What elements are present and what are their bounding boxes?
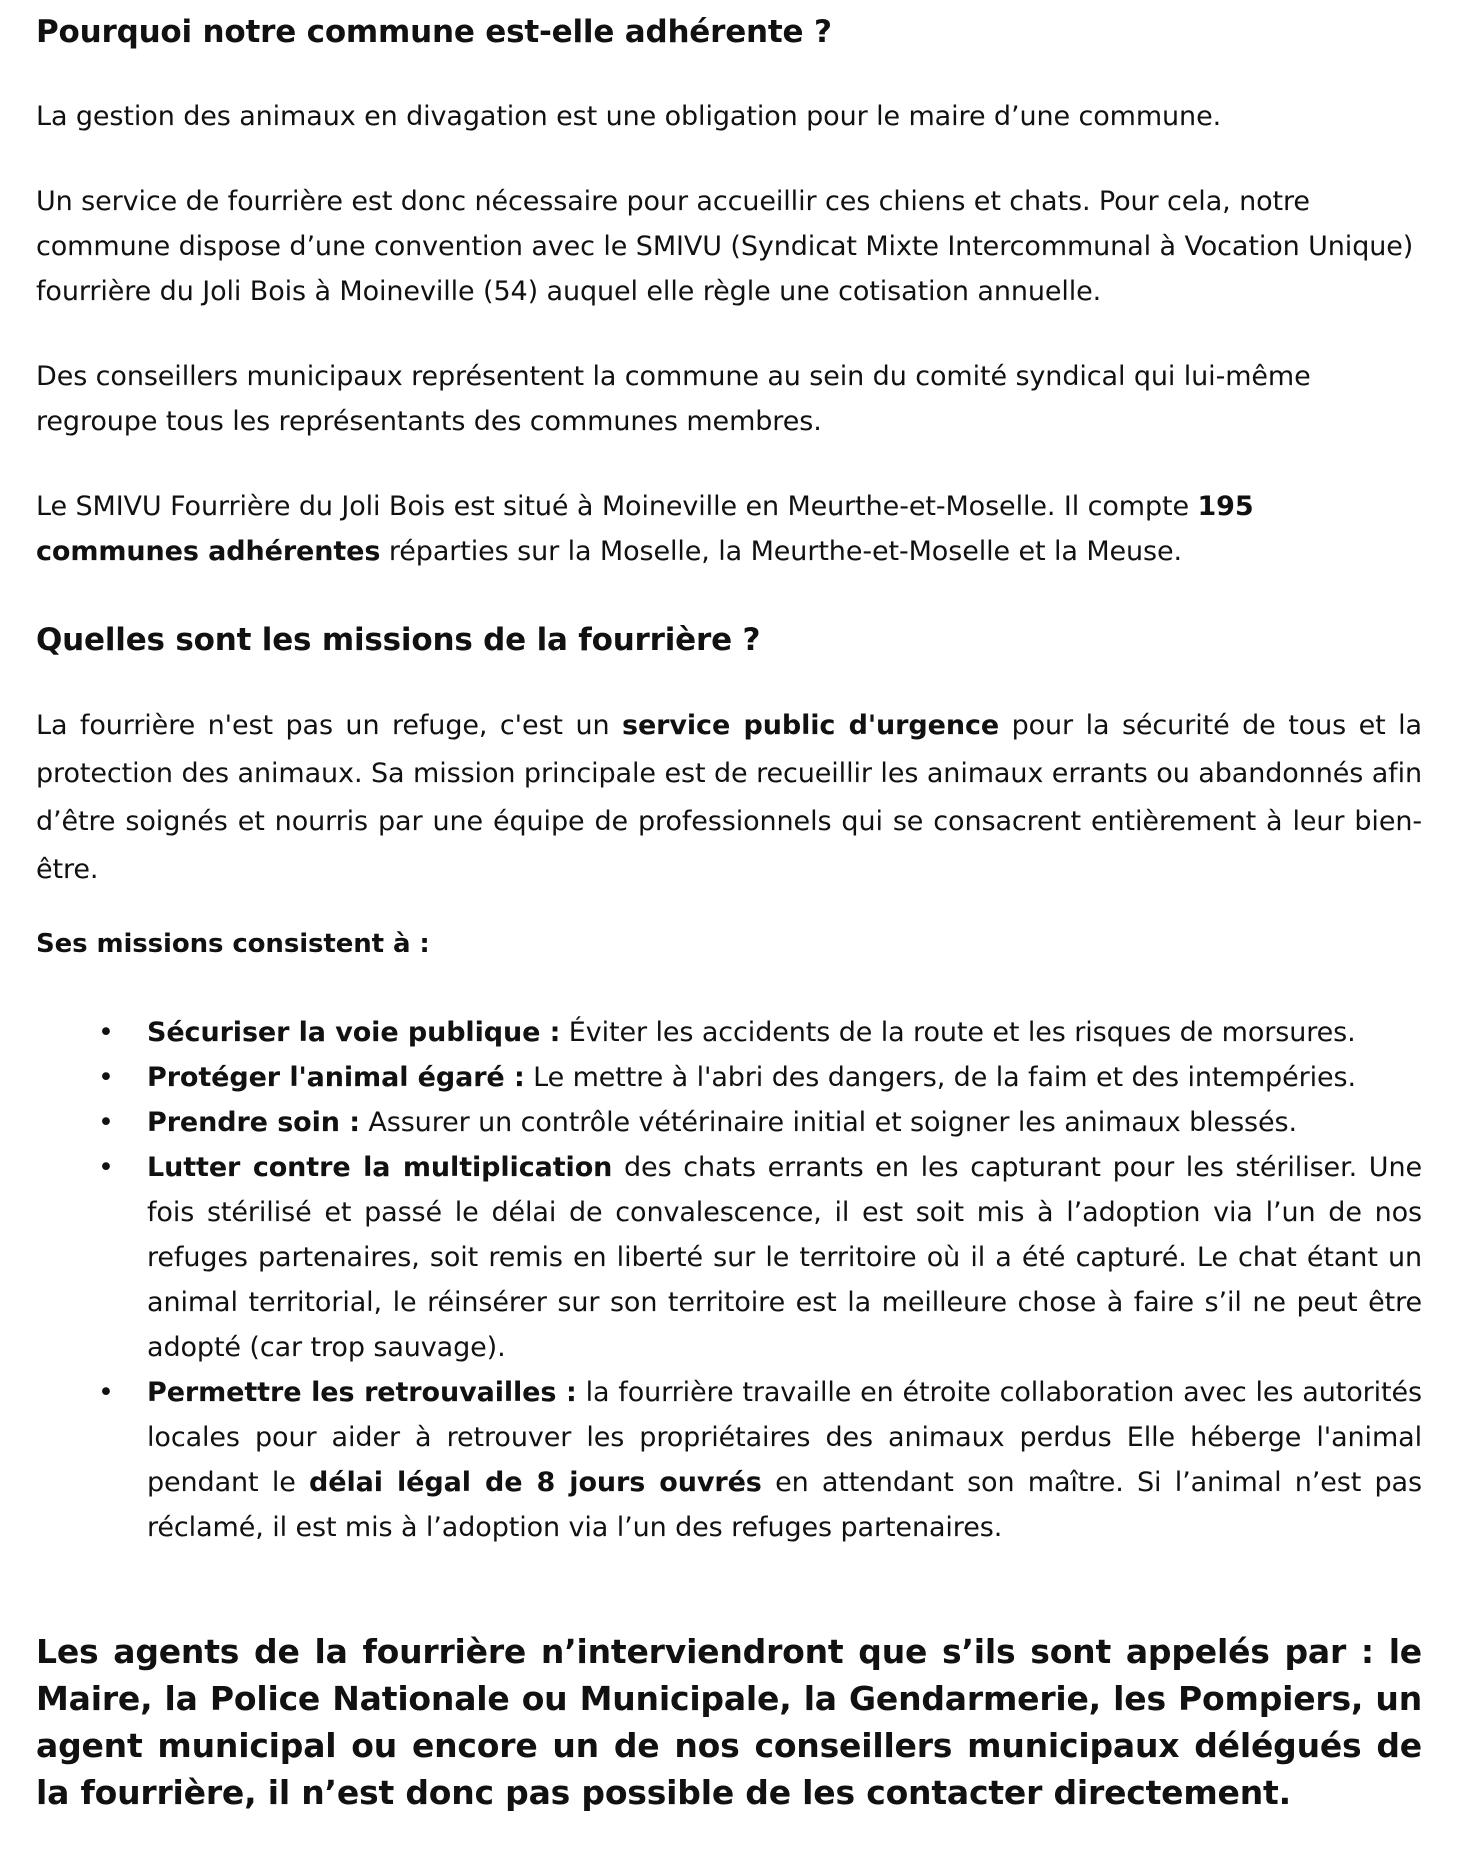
bullet-icon: • xyxy=(98,1107,114,1138)
bullet-icon: • xyxy=(98,1017,114,1048)
mission-title: Sécuriser la voie publique : xyxy=(147,1017,561,1048)
smivu-text-end: réparties sur la Moselle, la Meurthe-et-Moselle et la Meuse. xyxy=(380,536,1182,567)
heading-missions: Quelles sont les missions de la fourrière ? xyxy=(36,622,761,658)
paragraph-obligation: La gestion des animaux en divagation est une obligation pour le maire d’une commune. xyxy=(36,101,1222,132)
mission-title: Protéger l'animal égaré : xyxy=(147,1062,525,1093)
paragraph-smivu-location xyxy=(36,484,1422,574)
bullet-icon: • xyxy=(98,1377,114,1408)
mission-text: des chats errants en les capturant pour les stériliser. Une fois stérilisé et passé le délai de convalescence, il est soit mis à l’adoption via l’un de nos refuges partenaires, soit remis en liberté sur le territoire où il a été capturé. Le chat étant un animal territorial, le réinsérer sur son territoire est la meilleure chose à faire s’il ne peut être adopté (car trop sauvage). xyxy=(147,1152,1422,1363)
bullet-icon: • xyxy=(98,1062,114,1093)
mission-item xyxy=(36,1010,1422,1055)
mission-title: Lutter contre la multiplication xyxy=(147,1152,613,1183)
intro-text-start: La fourrière n'est pas un refuge, c'est un xyxy=(36,710,622,741)
mission-text: Assurer un contrôle vétérinaire initial et soigner les animaux blessés. xyxy=(359,1107,1297,1138)
mission-text: la fourrière travaille en étroite collaboration avec les autorités locales pour aider à retrouver les propriétaires des animaux perdus Elle héberge l'animal pendant le xyxy=(147,1377,1422,1498)
mission-title: Permettre les retrouvailles : xyxy=(147,1377,577,1408)
paragraph-councillors: Des conseillers municipaux représentent la commune au sein du comité syndical qui lui-même regroupe tous les représentants des communes membres. xyxy=(36,361,1311,437)
missions-lead: Ses missions consistent à : xyxy=(36,929,430,959)
intro-text-end: pour la sécurité de tous et la protection des animaux. Sa mission principale est de recueillir les animaux errants ou abandonnés afin d’être soignés et nourris par une équipe de professionnels qui se consacrent entièrement à leur bien-être. xyxy=(36,710,1422,885)
footer-note: Les agents de la fourrière n’interviendront que s’ils sont appelés par : le Maire, la Police Nationale ou Municipale, la Gendarmerie, les Pompiers, un agent municipal ou encore un de nos conseillers municipaux délégués de la fourrière, il n’est donc pas possible de les contacter directement. xyxy=(36,1632,1422,1812)
mission-item xyxy=(36,1370,1422,1550)
bullet-icon: • xyxy=(98,1152,114,1183)
paragraph-missions-intro xyxy=(36,702,1422,894)
mission-legal-delay-bold: délai légal de 8 jours ouvrés xyxy=(309,1467,762,1498)
smivu-text-start: Le SMIVU Fourrière du Joli Bois est situé à Moineville en Meurthe-et-Moselle. Il compte xyxy=(36,491,1198,522)
paragraph-convention: Un service de fourrière est donc nécessaire pour accueillir ces chiens et chats. Pour cela, notre commune dispose d’une convention avec le SMIVU (Syndicat Mixte Intercommunal à Vocation Unique) fourrière du Joli Bois à Moineville (54) auquel elle règle une cotisation annuelle. xyxy=(36,186,1414,307)
mission-item xyxy=(36,1055,1422,1100)
heading-why-member: Pourquoi notre commune est-elle adhérente ? xyxy=(36,14,832,50)
mission-title: Prendre soin : xyxy=(147,1107,360,1138)
mission-item xyxy=(36,1145,1422,1370)
mission-text: Le mettre à l'abri des dangers, de la faim et des intempéries. xyxy=(524,1062,1356,1093)
mission-text-end: en attendant son maître. Si l’animal n’est pas réclamé, il est mis à l’adoption via l’un des refuges partenaires. xyxy=(147,1467,1422,1543)
mission-text: Éviter les accidents de la route et les risques de morsures. xyxy=(560,1017,1356,1048)
communes-count-bold: 195 communes adhérentes xyxy=(36,491,1254,567)
intro-bold-emergency: service public d'urgence xyxy=(622,710,1000,741)
mission-item xyxy=(36,1100,1422,1145)
missions-list xyxy=(36,1010,1422,1550)
